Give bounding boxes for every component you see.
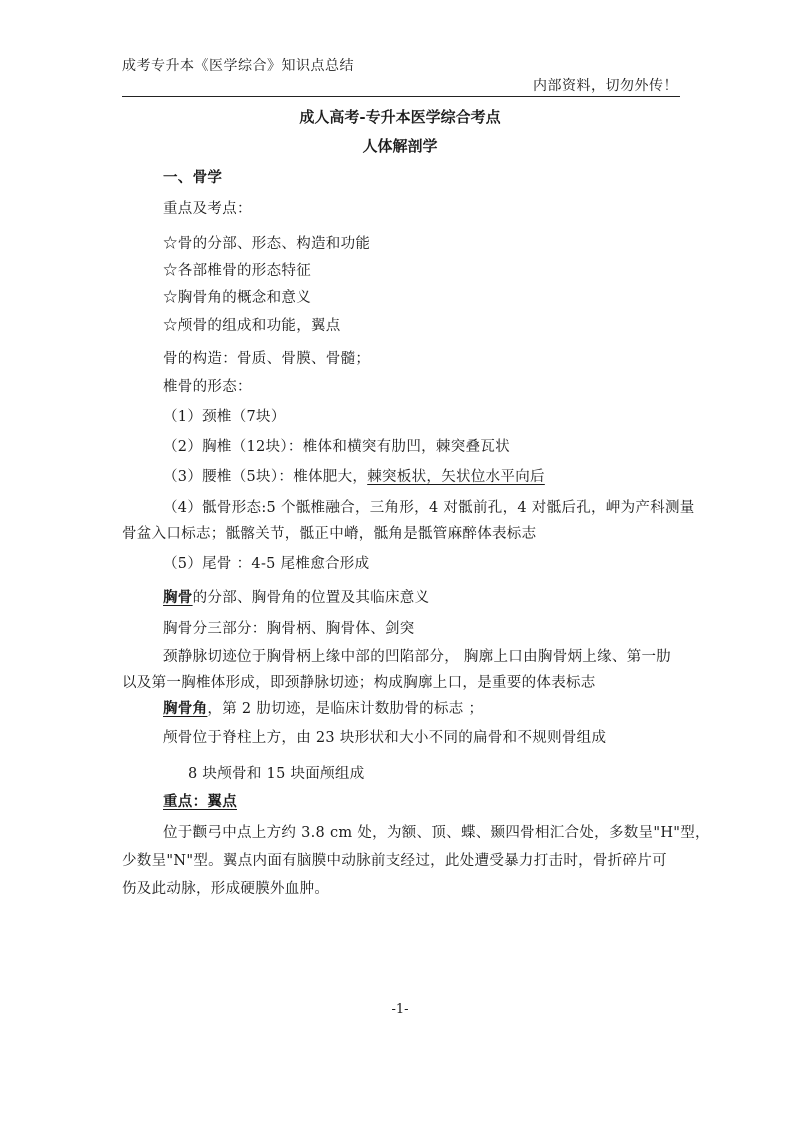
section-heading-osteology: 一、骨学 [163, 169, 223, 186]
key-point-2: ☆各部椎骨的形态特征 [163, 263, 311, 279]
sternum-parts: 胸骨分三部分：胸骨柄、胸骨体、剑突 [163, 621, 415, 637]
pterion-line-3: 伤及此动脉，形成硬膜外血肿。 [122, 881, 330, 897]
pterion-line-2: 少数呈"N"型。翼点内面有脑膜中动脉前支经过，此处遭受暴力打击时，骨折碎片可 [122, 853, 667, 869]
sacrum-line-1: （4）骶骨形态:5 个骶椎融合，三角形，4 对骶前孔，4 对骶后孔，岬为产科测量 [163, 500, 695, 516]
sternum-heading [163, 586, 429, 607]
vertebra-cervical: （1）颈椎（7块） [163, 409, 286, 425]
document-main-title: 成人高考-专升本医学综合考点 [299, 108, 501, 126]
sacrum-line-2: 骨盆入口标志；骶髂关节，骶正中嵴，骶角是骶管麻醉体表标志 [122, 526, 537, 542]
skull-line-1: 颅骨位于脊柱上方，由 23 块形状和大小不同的扁骨和不规则骨组成 [163, 730, 607, 746]
key-point-3: ☆胸骨角的概念和意义 [163, 290, 311, 306]
vertebra-lumbar [163, 465, 545, 486]
sternal-angle-text: ，第 2 肋切迹，是临床计数肋骨的标志 ； [207, 701, 484, 717]
sternal-angle [163, 697, 483, 718]
vertebra-lumbar-underlined: 棘突板状，矢状位水平向后 [367, 469, 545, 485]
key-points-label: 重点及考点： [163, 201, 252, 217]
sternum-heading-text: 的分部、胸骨角的位置及其临床意义 [192, 590, 430, 606]
header-title: 成考专升本《医学综合》知识点总结 [122, 58, 354, 74]
vertebra-coccyx: （5）尾骨 ：4-5 尾椎愈合形成 [163, 556, 370, 572]
key-point-4: ☆颅骨的组成和功能，翼点 [163, 318, 341, 334]
skull-line-2: 8 块颅骨和 15 块面颅组成 [188, 766, 365, 782]
page-number: -1- [391, 1002, 409, 1017]
sternum-keyword: 胸骨 [163, 589, 193, 606]
document-subtitle: 人体解剖学 [362, 137, 438, 155]
vertebra-thoracic: （2）胸椎（12块）：椎体和横突有肋凹，棘突叠瓦状 [163, 439, 510, 455]
header-confidential-note: 内部资料，切勿外传！ [533, 78, 678, 94]
vertebra-lumbar-text: （3）腰椎（5块）：椎体肥大， [163, 469, 368, 485]
vertebra-morphology-title: 椎骨的形态： [163, 379, 252, 395]
sternal-angle-keyword: 胸骨角 [163, 700, 208, 717]
jugular-notch-line-2: 以及第一胸椎体形成，即颈静脉切迹；构成胸廓上口，是重要的体表标志 [122, 675, 596, 691]
key-point-1: ☆骨的分部、形态、构造和功能 [163, 236, 371, 252]
header-divider [122, 96, 680, 97]
bone-structure: 骨的构造：骨质、骨膜、骨髓； [163, 351, 371, 367]
pterion-line-1: 位于颧弓中点上方约 3.8 cm 处，为额、顶、蝶、颞四骨相汇合处，多数呈"H"型， [163, 825, 710, 841]
jugular-notch-line-1: 颈静脉切迹位于胸骨柄上缘中部的凹陷部分， 胸廓上口由胸骨炳上缘、第一肋 [163, 649, 672, 665]
pterion-heading: 重点：翼点 [163, 793, 237, 810]
